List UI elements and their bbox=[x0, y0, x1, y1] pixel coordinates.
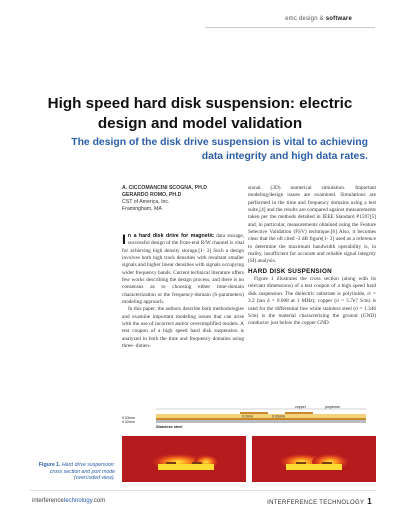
label-dim-gap: 0.03mm bbox=[272, 414, 285, 419]
figure-1 bbox=[120, 406, 376, 482]
body-column-1 bbox=[122, 233, 244, 351]
figure-caption bbox=[30, 462, 115, 482]
label-dim-thickness-1: 0.03mm bbox=[122, 416, 135, 420]
footer-site[interactable] bbox=[32, 498, 105, 504]
section-amp: & bbox=[319, 16, 324, 22]
section-prefix: emc design bbox=[285, 16, 318, 22]
body-column-2 bbox=[248, 185, 376, 328]
lead-text: n a hard disk drive for magnetic bbox=[127, 233, 214, 239]
author-block bbox=[122, 185, 242, 213]
footer-rule bbox=[30, 490, 376, 491]
label-dim-width: 0.2mm bbox=[242, 414, 253, 419]
port-mode-plot-right bbox=[252, 436, 376, 482]
caption-text: Hard drive suspension: cross section and port mode (overcoded view). bbox=[49, 462, 115, 482]
port-mode-plot-left bbox=[122, 436, 246, 482]
footer-site-prefix: interference bbox=[32, 498, 64, 504]
paragraph-1: data storage, successful design of the front-end R/W channel is vital for achieving high density storage.[1- 3] Such a design involves both high track densities with resultant smaller signals and higher linear densities with signals occupying wider frequency bands. Current technical literature offers few works describing the design process, and there is no consensus as to choosing either time-domain characterization or the frequency-domain (S-parameters) modeling approach. bbox=[122, 233, 245, 306]
footer-magazine-name: INTERFERENCE TECHNOLOGY bbox=[267, 500, 365, 506]
paragraph-2: In this paper, the authors describe both methodologies and examine important modeling issues that can arise with the use of incorrect and/or oversimplified models. A test coupon of a high speed hard disk suspension is analyzed in both the time and frequency domains using three- dimen- bbox=[122, 306, 244, 350]
title-line-1: High speed hard disk suspension: electric bbox=[47, 95, 353, 112]
author-location: Framingham, MA bbox=[122, 206, 162, 212]
footer-site-highlight: technology bbox=[63, 498, 93, 504]
label-dim-thickness-2: 0.02mm bbox=[122, 420, 135, 424]
author-2: GERARDO ROMO, PH.D bbox=[122, 192, 182, 198]
subtitle-line-2: data integrity and high data rates. bbox=[201, 151, 368, 162]
label-stainless-steel: Stainless steel bbox=[156, 425, 183, 429]
label-copper: copper bbox=[295, 406, 306, 409]
title-line-2: design and model validation bbox=[97, 115, 303, 132]
header-rule bbox=[205, 27, 375, 28]
author-1: A. CICCOMANCINI SCOGNA, PH.D bbox=[122, 185, 208, 191]
subtitle-line-1: The design of the disk drive suspension is vital to achieving bbox=[71, 137, 368, 148]
paragraph-3: sional (3D) numerical simulation. Important modeling/design issues are examined. Simulations are performed in the time and frequency domains using a test suite,[4] and the results are compared against measurements taken per the methods detailed in IEEE Standard P1597[5] and, in particular, measurements obtained using the Feature Selective Validation (FSV) technique.[6] Also, it becomes clear that the oft cited -3 dB figure[1- 3] used as a reference to determine the maximum bandwidth operability is, in reality, insufficient for accurate and reliable signal integrity (SI) analysis. bbox=[248, 185, 376, 265]
cross-section-diagram bbox=[122, 406, 366, 429]
article-subtitle bbox=[40, 136, 368, 164]
section-label bbox=[285, 16, 352, 22]
page-number: 1 bbox=[367, 497, 372, 506]
footer-magazine bbox=[267, 497, 372, 506]
footer-site-suffix: .com bbox=[92, 498, 106, 504]
author-affiliation: CST of America, Inc. bbox=[122, 199, 170, 205]
drop-cap: I bbox=[122, 231, 126, 247]
section-suffix: software bbox=[325, 16, 352, 22]
label-polyimide: polyimide bbox=[325, 406, 341, 409]
section-heading: HARD DISK SUSPENSION bbox=[248, 267, 333, 275]
article-title bbox=[30, 94, 370, 134]
paragraph-4: Figure 1 illustrates the cross section (along with its relevant dimensions) of a test coupon of a high speed hard disk suspension. The dielectric substrate is polyimide, εr = 3.2 (tan δ = 0.008 at 1 MHz); copper (σ = 5.7e7 S/m) is used for the differential line while stainless steel (σ = 1.346 S/m) is the material characterizing the ground (GND) conductor just below the copper GND. bbox=[248, 276, 376, 327]
caption-label: Figure 1. bbox=[38, 462, 61, 468]
